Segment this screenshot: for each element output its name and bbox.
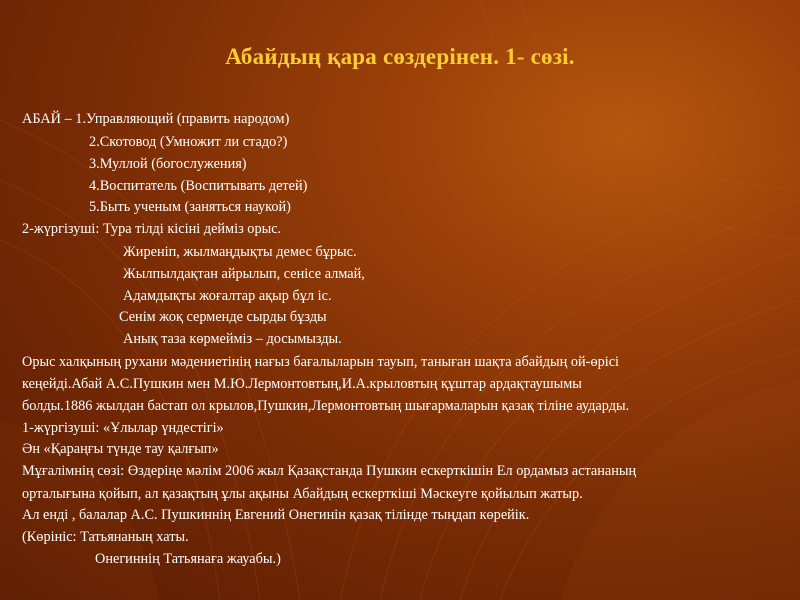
text-line-paragraph-3: болды.1886 жылдан бастап ол крылов,Пушкин,Лермонтовтың шығармаларын қазақ тіліне аударды. xyxy=(22,398,630,414)
text-line-abai-role-5: 5.Быть ученым (заняться наукой) xyxy=(89,199,291,215)
slide-title: Абайдың қара сөздерінен. 1- сөзі. xyxy=(225,44,575,69)
text-line-abai-role-3: 3.Муллой (богослужения) xyxy=(89,156,247,172)
text-line-song: Ән «Қараңғы түнде тау қалғып» xyxy=(22,441,219,457)
text-line-paragraph-2: кеңейді.Абай А.С.Пушкин мен М.Ю.Лермонтовтың,И.А.крыловтың құштар ардақтаушымы xyxy=(22,376,582,392)
text-line-poem-6: Анық таза көрмейміз – досымызды. xyxy=(123,331,342,347)
text-line-paragraph-1: Орыс халқының рухани мәдениетінің нағыз бағалыларын тауып, таныған шақта абайдың ой-өрісі xyxy=(22,354,620,370)
text-line-teacher-3: Ал енді , балалар А.С. Пушкиннің Евгений Онегинін қазақ тілінде тыңдап көрейік. xyxy=(22,507,530,523)
text-line-teacher-1: Мұғалімнің сөзі: Өздеріңе мәлім 2006 жыл Қазақстанда Пушкин ескерткішін Ел ордамыз астананың xyxy=(22,463,637,479)
text-line-poem-4: Адамдықты жоғалтар ақыр бұл іс. xyxy=(123,288,332,304)
text-line-presenter-1: 1-жүргізуші: «Ұлылар үндестігі» xyxy=(22,420,224,436)
text-line-abai-role-4: 4.Воспитатель (Воспитывать детей) xyxy=(89,178,308,194)
text-line-poem-5: Сенім жоқ серменде сырды бұзды xyxy=(119,309,327,325)
text-line-scene-1: (Көрініс: Татьянаның хаты. xyxy=(22,529,189,545)
text-line-abai-role-2: 2.Скотовод (Умножит ли стадо?) xyxy=(89,134,288,150)
text-line-poem-3: Жылпылдақтан айрылып, сенісе алмай, xyxy=(123,266,365,282)
text-line-poem-2: Жиреніп, жылмаңдықты демес бұрыс. xyxy=(123,244,357,260)
text-line-abai-role-1: АБАЙ – 1.Управляющий (править народом) xyxy=(22,111,290,127)
text-line-teacher-2: орталығына қойып, ал қазақтың ұлы ақыны Абайдың ескерткіші Мәскеуге қойылып жатыр. xyxy=(22,486,583,502)
text-line-scene-2: Онегиннің Татьянаға жауабы.) xyxy=(95,551,281,567)
text-line-poem-1: 2-жүргізуші: Тура тілді кісіні дейміз орыс. xyxy=(22,221,282,237)
